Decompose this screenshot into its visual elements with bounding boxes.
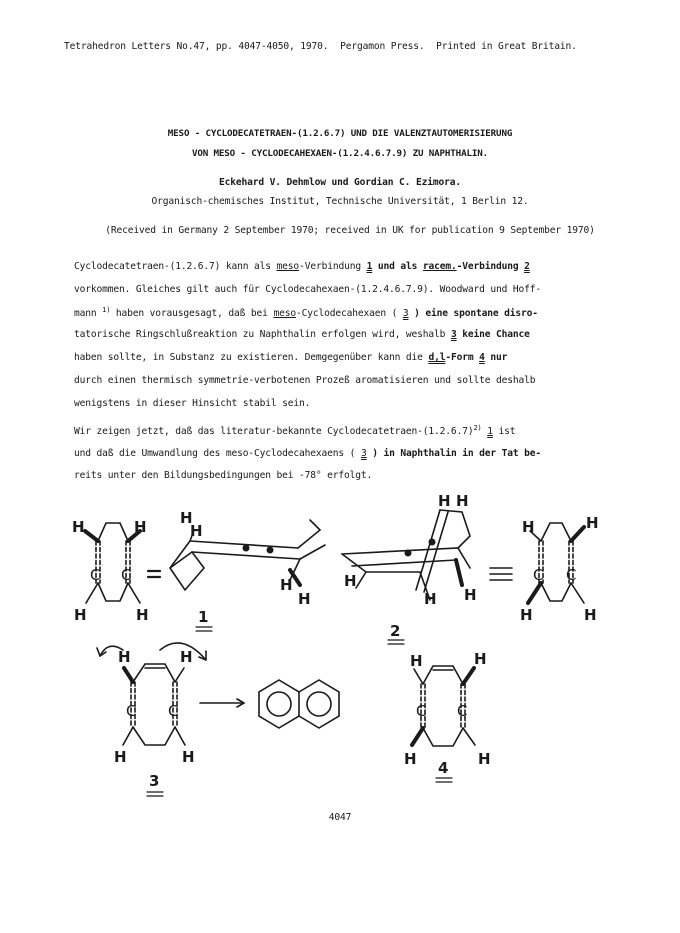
compound-label-3: 3 <box>149 772 160 790</box>
atom-c: C <box>416 702 427 720</box>
atom-h: H <box>522 518 535 536</box>
p1-line-3: mann $^{1)}$ haben vorausgesagt, daß bei meso-Cyclodecahexaen ( 3 ) eine spontane disro- <box>74 306 538 320</box>
atom-h: H <box>118 648 131 666</box>
compound-label-1: 1 <box>198 608 209 626</box>
structure-planar-tetraene-right <box>528 523 584 603</box>
compound-label-4: 4 <box>438 759 449 777</box>
footnote-ref-1: 1) <box>102 306 111 314</box>
compound-ref-1: 1 <box>366 261 373 272</box>
atom-h: H <box>114 748 127 766</box>
title-line-2: VON MESO - CYCLODECAHEXAEN-(1.2.4.6.7.9) ZU NAPHTHALIN. <box>192 148 488 159</box>
atom-h: H <box>404 750 417 768</box>
atom-h: H <box>298 590 311 608</box>
received-dates: (Received in Germany 2 September 1970; received in UK for publication 9 September 1970) <box>105 225 595 236</box>
page-number: 4047 <box>328 812 352 823</box>
atom-c: C <box>533 566 544 584</box>
atom-h: H <box>478 750 491 768</box>
p1-line-7: wenigstens in dieser Hinsicht stabil sein. <box>74 398 311 409</box>
footnote-ref-2: 2) <box>473 424 482 432</box>
p1-line-2: vorkommen. Gleiches gilt auch für Cyclodecahexaen-(1.2.4.6.7.9). Woodward und Hoff- <box>74 284 541 295</box>
authors: Eckehard V. Dehmlow und Gordian C. Ezimora. <box>219 177 461 188</box>
atom-h: H <box>584 606 597 624</box>
atom-h: H <box>136 606 149 624</box>
atom-h: H <box>344 572 357 590</box>
p1-line-4: tatorische Ringschlußreaktion zu Naphthalin erfolgen wird, weshalb 3 keine Chance <box>74 329 530 340</box>
p2-line-1: Wir zeigen jetzt, daß das literatur-bekannte Cyclodecatetraen-$(1.2.6.7)^{2)}$ 1 ist <box>74 424 516 438</box>
journal-citation: Tetrahedron Letters No.47, pp. 4047-4050, 1970. <box>64 41 329 52</box>
atom-c: C <box>126 702 137 720</box>
atom-h: H <box>182 748 195 766</box>
atom-h: H <box>424 590 437 608</box>
atom-h: H <box>474 650 487 668</box>
compound-ref-4: 4 <box>479 352 485 363</box>
atom-h: H <box>586 514 599 532</box>
compound-label-2: 2 <box>390 622 401 640</box>
atom-c: C <box>90 566 101 584</box>
atom-h: H <box>180 648 193 666</box>
atom-h: H <box>72 518 85 536</box>
atom-h: H <box>190 522 203 540</box>
p1-line-6: durch einen thermisch symmetrie-verbotenen Prozeß aromatisieren und sollte deshalb <box>74 375 536 386</box>
structure-planar-tetraene-left <box>85 523 140 603</box>
atom-h: H <box>520 606 533 624</box>
atom-h: H <box>280 576 293 594</box>
p1-line-5: haben sollte, in Substanz zu existieren. Demgegenüber kann die d,l-Form 4 nur <box>74 352 508 363</box>
printed-note: Printed in Great Britain. <box>436 41 577 52</box>
compound-ref-2: 2 <box>524 261 530 272</box>
affiliation: Organisch-chemisches Institut, Technische Universität, 1 Berlin 12. <box>151 196 529 207</box>
p2-line-3: reits unter den Bildungsbedingungen bei -78° erfolgt. <box>74 470 373 481</box>
compound-ref-3: 3 <box>402 308 409 320</box>
atom-h: H <box>456 492 469 510</box>
naphthalene <box>259 680 339 728</box>
atom-h: H <box>74 606 87 624</box>
atom-c: C <box>168 702 179 720</box>
atom-c: C <box>121 566 132 584</box>
p2-line-2: und daß die Umwandlung des meso-Cyclodecahexaens ( 3 ) in Naphthalin in der Tat be- <box>74 448 541 459</box>
atom-c: C <box>457 702 468 720</box>
atom-h: H <box>410 652 423 670</box>
atom-h: H <box>180 509 193 527</box>
title-line-1: MESO - CYCLODECATETRAEN-(1.2.6.7) UND DIE VALENZTAUTOMERISIERUNG <box>167 128 513 139</box>
atom-c: C <box>566 566 577 584</box>
p1-line-1: Cyclodecatetraen-(1.2.6.7) kann als meso-Verbindung 1 und als racem.-Verbindung 2 <box>74 261 530 272</box>
publisher: Pergamon Press. <box>340 41 425 52</box>
atom-h: H <box>134 518 147 536</box>
atom-h: H <box>464 586 477 604</box>
atom-h: H <box>438 492 451 510</box>
